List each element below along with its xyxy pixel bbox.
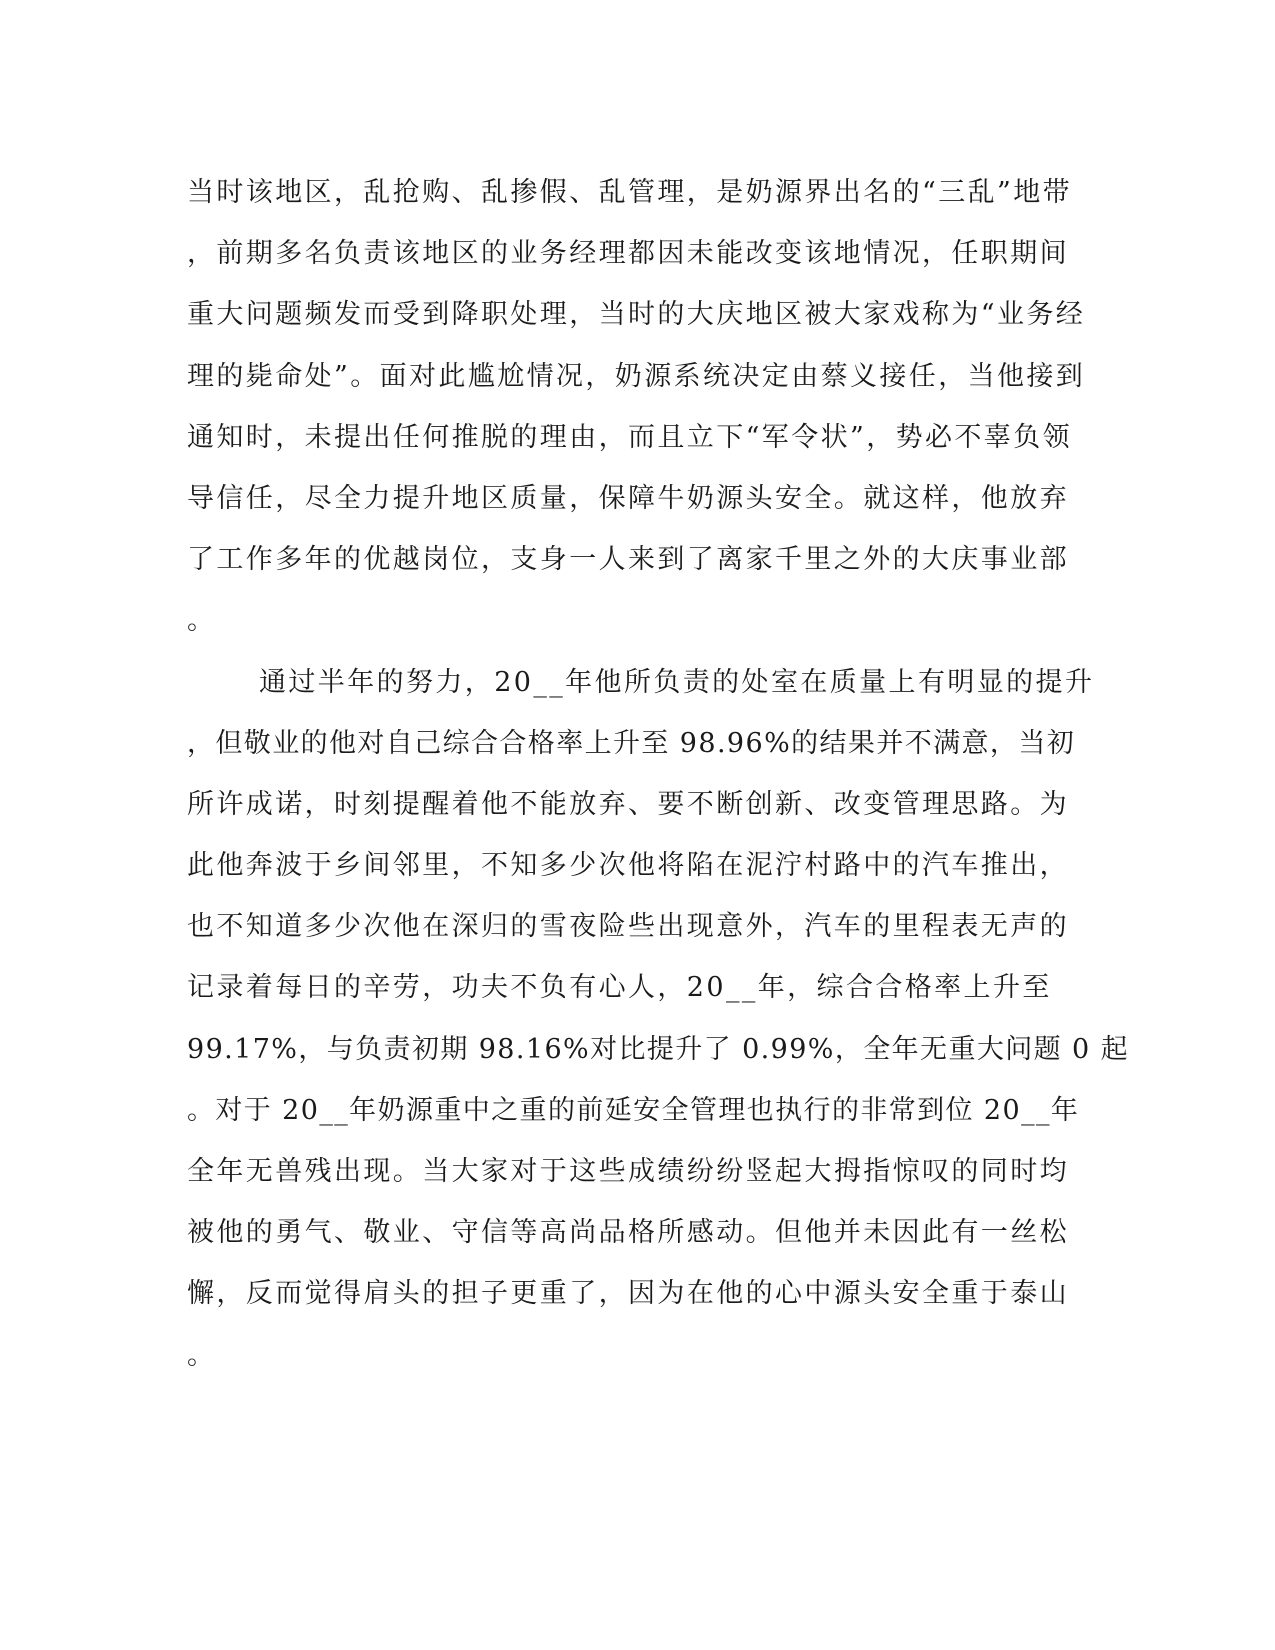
text-line: 被他的勇气、敬业、守信等高尚品格所感动。但他并未因此有一丝松 [187, 1217, 1069, 1249]
text-line: 。 [187, 1339, 217, 1371]
document-body [187, 162, 1129, 1386]
paragraph-2 [187, 652, 1129, 1386]
text-line: 全年无兽残出现。当大家对于这些成绩纷纷竖起大拇指惊叹的同时均 [187, 1156, 1069, 1187]
paragraph-1 [187, 162, 1087, 652]
text-line: ，但敬业的他对自己综合合格率上升至 98.96%的结果并不满意，当初 [187, 727, 1076, 759]
text-line: ，前期多名负责该地区的业务经理都因未能改变该地情况，任职期间 [187, 238, 1069, 270]
text-line: 导信任，尽全力提升地区质量，保障牛奶源头安全。就这样，他放弃 [187, 482, 1069, 514]
text-line: 懈，反而觉得肩头的担子更重了，因为在他的心中源头安全重于泰山 [187, 1278, 1069, 1310]
text-line: 。对于 20__年奶源重中之重的前延安全管理也执行的非常到位 20__年 [187, 1094, 1080, 1126]
text-line: 了工作多年的优越岗位，支身一人来到了离家千里之外的大庆事业部 [187, 544, 1069, 576]
text-line: 也不知道多少次他在深归的雪夜险些出现意外，汽车的里程表无声的 [187, 911, 1069, 943]
text-line: 重大问题频发而受到降职处理，当时的大庆地区被大家戏称为“业务经 [187, 299, 1086, 331]
text-line: 当时该地区，乱抢购、乱掺假、乱管理，是奶源界出名的“三乱”地带 [187, 177, 1073, 208]
text-line: 通知时，未提出任何推脱的理由，而且立下“军令状”，势必不辜负领 [187, 421, 1073, 453]
text-line: 此他奔波于乡间邻里，不知多少次他将陷在泥泞村路中的汽车推出， [187, 850, 1069, 882]
text-line: 理的毙命处”。面对此尴尬情况，奶源系统决定由蔡义接任，当他接到 [187, 360, 1086, 392]
text-line: 所许成诺，时刻提醒着他不能放弃、要不断创新、改变管理思路。为 [187, 788, 1069, 820]
text-line: 。 [187, 605, 217, 637]
text-line: 通过半年的努力，20__年他所负责的处室在质量上有明显的提升 [259, 666, 1095, 698]
text-line: 记录着每日的辛劳，功夫不负有心人，20__年，综合合格率上升至 [187, 972, 1052, 1004]
text-line: 99.17%，与负责初期 98.16%对比提升了 0.99%，全年无重大问题 0 起 [187, 1033, 1129, 1065]
